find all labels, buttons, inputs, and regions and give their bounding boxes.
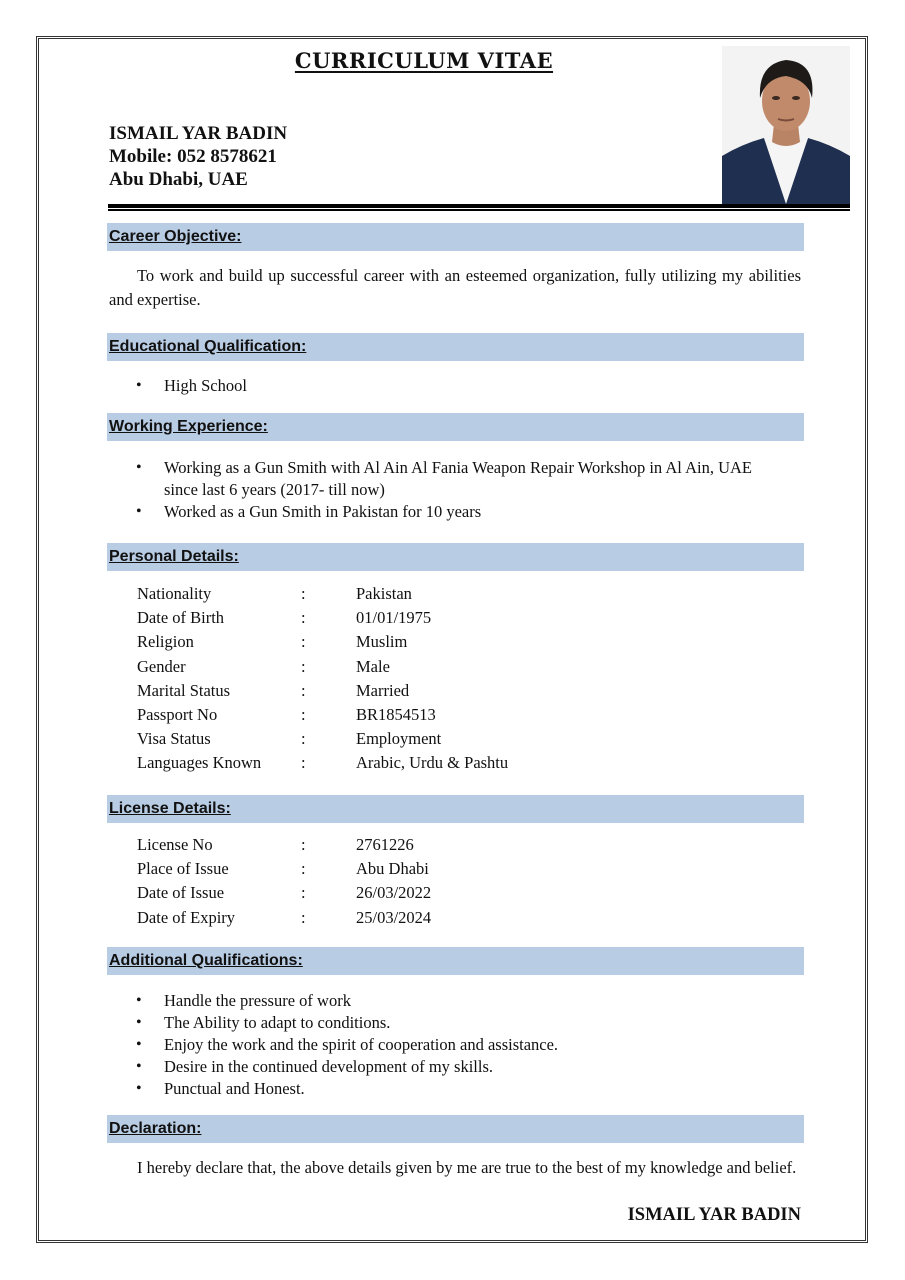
section-heading-declaration: Declaration: bbox=[107, 1115, 804, 1143]
detail-row: Gender : Male bbox=[137, 656, 390, 676]
contact-block bbox=[109, 122, 287, 191]
detail-row: Marital Status : Married bbox=[137, 680, 410, 700]
section-heading-experience: Working Experience: bbox=[107, 413, 804, 441]
mobile-number: Mobile: 052 8578621 bbox=[109, 146, 277, 167]
list-item: • High School bbox=[136, 375, 806, 397]
document-title: CURRICULUM VITAE bbox=[294, 48, 554, 73]
personal-details-table bbox=[137, 582, 656, 776]
section-heading-education: Educational Qualification: bbox=[107, 333, 804, 361]
list-item: • Punctual and Honest. bbox=[136, 1078, 806, 1100]
section-heading-license-details: License Details: bbox=[107, 795, 804, 823]
section-heading-personal-details: Personal Details: bbox=[107, 543, 804, 571]
detail-row: Date of Birth : 01/01/1975 bbox=[137, 608, 432, 628]
person-portrait-icon bbox=[722, 46, 850, 204]
section-heading-career-objective: Career Objective: bbox=[107, 223, 804, 251]
header-divider-thin bbox=[108, 209, 850, 211]
list-item: • Worked as a Gun Smith in Pakistan for 10 years bbox=[136, 501, 786, 523]
profile-photo bbox=[722, 46, 850, 204]
signature-name: ISMAIL YAR BADIN bbox=[627, 1205, 801, 1225]
detail-row: Languages Known : Arabic, Urdu & Pashtu bbox=[137, 753, 509, 773]
location: Abu Dhabi, UAE bbox=[109, 169, 248, 190]
education-list bbox=[136, 375, 806, 397]
experience-list bbox=[136, 457, 786, 523]
detail-row: Passport No : BR1854513 bbox=[137, 705, 436, 725]
detail-row: Date of Issue : 26/03/2022 bbox=[137, 883, 432, 903]
additional-qualifications-list bbox=[136, 990, 806, 1100]
header-divider-thick bbox=[108, 204, 850, 208]
detail-row: Date of Expiry : 25/03/2024 bbox=[137, 907, 432, 927]
detail-row: Religion : Muslim bbox=[137, 632, 408, 652]
detail-row: Place of Issue : Abu Dhabi bbox=[137, 859, 429, 879]
applicant-name: ISMAIL YAR BADIN bbox=[109, 123, 288, 144]
license-details-table bbox=[137, 833, 656, 930]
detail-row: Nationality : Pakistan bbox=[137, 584, 412, 603]
detail-row: License No : 2761226 bbox=[137, 835, 414, 854]
section-heading-additional-qualifications: Additional Qualifications: bbox=[107, 947, 804, 975]
list-item: • Handle the pressure of work bbox=[136, 990, 806, 1012]
detail-row: Visa Status : Employment bbox=[137, 729, 442, 749]
career-objective-text: To work and build up successful career with an esteemed organization, fully utilizing my abilities and expertise. bbox=[109, 266, 801, 309]
list-item: • Desire in the continued development of my skills. bbox=[136, 1056, 806, 1078]
list-item: • Working as a Gun Smith with Al Ain Al Fania Weapon Repair Workshop in Al Ain, UAE since last 6 years (2017- till now) bbox=[136, 457, 786, 501]
declaration-text: I hereby declare that, the above details given by me are true to the best of my knowledge and belief. bbox=[137, 1158, 797, 1177]
list-item: • Enjoy the work and the spirit of cooperation and assistance. bbox=[136, 1034, 806, 1056]
list-item: • The Ability to adapt to conditions. bbox=[136, 1012, 806, 1034]
